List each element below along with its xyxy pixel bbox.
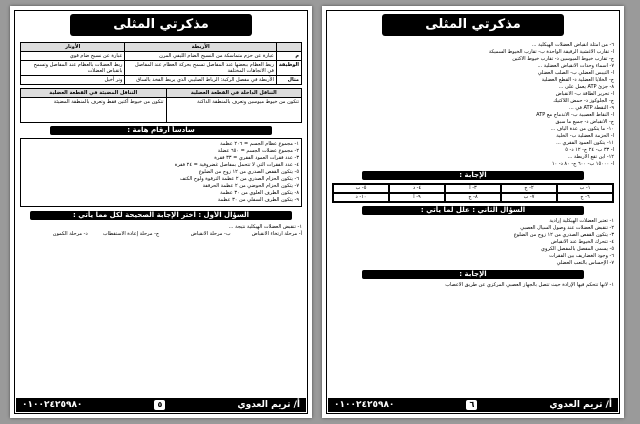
list-item: ج- تقارب خيوط الميوسين د- تقارب خيوط الأكتين: [512, 56, 614, 62]
table-cell: ربط العظام ببعضها عند المفاصل تسمح بحركة العظام عند المفاصل في الاتجاهات المختلفة: [125, 61, 276, 76]
phone-number: ٠١٠٠٢٤٢٥٩٨٠: [334, 400, 395, 410]
list-item: أ- التيبس العضلي ب- الصلب العضلي: [537, 70, 614, 76]
option: أ- مرحلة ارتخاء الانقباض: [251, 231, 302, 237]
phone-number: ٠١٠٠٢٤٢٥٩٨٠: [22, 400, 83, 410]
question-line: ١- تنقبض العضلات الهيكلية نتيجة ...: [228, 224, 302, 230]
list-item: ٤- عدد الفقرات التي لا تتحمل بمفاصل غضروفية = ٢٤ فقرة: [174, 162, 299, 168]
list-item: ٩- يتكون الطرف السفلي من ٣٠ عظمة: [217, 197, 299, 203]
table-header: التناقل المضيئة في القطعة العضلية: [21, 89, 167, 98]
answer-cell: ١- ب: [557, 184, 613, 193]
questions-list: [332, 42, 614, 168]
left-page: [10, 6, 312, 418]
list-item: ١- تعتبر العضلات الهيكلية إرادية: [549, 218, 614, 224]
table-cell: عبارة عن حزم متماسكة من النسيج الضام الليفي المرن: [125, 52, 276, 61]
answer-cell: ٧- ب: [501, 193, 557, 202]
list-item: ٦- يتكون الحزام الصدري من ٢ عظمة الترقوة ولوح الكتف: [179, 176, 299, 182]
bands-table: [20, 88, 302, 123]
answer-cell: ٤- د: [389, 184, 445, 193]
page-banner: مذكرتي المثلى: [70, 14, 252, 36]
list-item: أ- ١٥٠٠٠ ب- ٦٠٠ ج- ٨٠ د- ١٠: [551, 161, 614, 167]
list-item: ٣- عدد فقرات العمود الفقري = ٣٣ فقرة: [214, 155, 299, 161]
table-row: [21, 76, 302, 85]
option: ب- مرحلة الانقباض: [190, 231, 231, 237]
answers-heading: الإجابة :: [362, 171, 584, 180]
table-cell: م: [276, 52, 301, 61]
table-header: الأربطة: [125, 43, 276, 52]
page-footer: [328, 398, 618, 412]
list-item: ٧- أسماء وحدات الانقباض العضلية ...: [537, 63, 614, 69]
list-item: ٦- وجود الغضاريف بين الفقرات: [549, 253, 614, 259]
list-item: ٥- يسمى المفصل بالمفصل الكروي: [541, 246, 614, 252]
list-item: ٩- النقطة ATP في ...: [568, 105, 614, 111]
list-item: ٤- تتحرك الخيوط عند الانقباض: [550, 239, 614, 245]
page-number: ٥: [154, 400, 165, 410]
table-cell: مثال: [276, 76, 301, 85]
list-item: ج- الجلوكوز د- حمض اللاكتيك: [553, 98, 614, 104]
page-banner: مذكرتي المثلى: [382, 14, 564, 36]
list-item: أ- تحرير الطاقة ب- الانقباض: [555, 91, 614, 97]
list-item: ١١- يتكون العمود الفقري ...: [556, 140, 614, 146]
table-row: [21, 98, 302, 123]
answer-cell: ٨- ج: [445, 193, 501, 202]
right-page: [322, 6, 624, 418]
list-item: ٦- من أمثلة انقباض العضلات الهيكلية ...: [531, 42, 614, 48]
list-item: ج- الخلايا العضلية د- القطع العضلية: [541, 77, 614, 83]
answer-text: ١- لأنها تتحكم فيها الإرادة حيث تتصل بالجهاز العصبي المركزي عن طريق الأعصاب: [445, 282, 614, 288]
question-heading: السؤال الثاني : علل لما يأتي :: [362, 206, 584, 215]
table-cell: ربط العضلات بالعظام عند المفاصل وتسمح بانقباض العضلات: [21, 61, 125, 76]
options-row: [20, 231, 302, 238]
page-number: ٦: [466, 400, 477, 410]
table-cell: الوظيفة: [276, 61, 301, 76]
numbers-list: [20, 138, 302, 207]
table-header: الأوتار: [21, 43, 125, 52]
answers-heading: الإجابة :: [362, 270, 584, 279]
list-item: ٥- يتكون القفص الصدري من ١٢ زوج من الضلوع: [198, 169, 299, 175]
page-content: [332, 42, 614, 394]
table-header: التناقل الداخلة في القطعة العضلية: [166, 89, 301, 98]
list-item: ١٠- ما يتكون من عدة ألياف ...: [550, 126, 614, 132]
list-item: ٣- يتكون القفص الصدري من ١٢ زوج من الضلوع: [513, 232, 614, 238]
list-item: ٢- مجموع عضلات الجسم = ٦٥٠ عضلة: [217, 148, 299, 154]
list-item: ٧- الإحساس بالتعب العضلي: [556, 260, 614, 266]
table-cell: وتر أخيل: [21, 76, 125, 85]
answers-grid: [332, 183, 614, 203]
list-item: ٨- جزئ ATP يعمل على ...: [558, 84, 614, 90]
table-cell: الأربطة في مفصل الركبة: الرباط الصليبي الذي يربط الفخذ بالساق: [125, 76, 276, 85]
answer-cell: ٩- أ: [389, 193, 445, 202]
author-name: أ/ تريم العدوي: [549, 400, 612, 410]
reasons-list: [332, 218, 614, 267]
answer-cell: ١٠- د: [333, 193, 389, 202]
list-item: ١٢- أين تقع الأربطة ...: [567, 154, 614, 160]
answer-cell: ٥- ب: [333, 184, 389, 193]
option: ج- مرحلة إعادة الاستقطاب: [102, 231, 160, 237]
table-row: [21, 52, 302, 61]
list-item: ج- الانقباض د- جميع ما سبق: [555, 119, 614, 125]
answer-cell: ٢- ج: [501, 184, 557, 193]
table-row: [21, 61, 302, 76]
list-item: ١- مجموع عظام الجسم = ٢٠٦ عظمة: [220, 141, 299, 147]
list-item: ٧- يتكون الحزام الحوضي من ٢ عظمة الحرقفة: [202, 183, 299, 189]
answer-cell: ٣- أ: [445, 184, 501, 193]
table-cell: تتكون من خيوط أكتين فقط وتعرف بالمنطقة المضيئة: [21, 98, 167, 123]
question-heading: السؤال الأول : اختر الإجابة الصحيحة لكل مما يأتي :: [30, 211, 292, 220]
option: د- مرحلة الكمون: [52, 231, 88, 237]
answer-cell: ٦- ج: [557, 193, 613, 202]
page-content: [20, 42, 302, 394]
table-cell: عبارة عن نسيج ضام قوي: [21, 52, 125, 61]
list-item: أ- ٣٣ ب- ٢٤ ج- ١٢ د- ٥: [565, 147, 614, 153]
list-item: أ- الحزمة العضلية ب- الخلية: [556, 133, 614, 139]
list-item: أ- تقارب الأغشية الرقيقة الواحدة ب- تقارب الخيوط السميكة: [488, 49, 614, 55]
list-item: ٨- يتكون الطرف العلوي من ٣٠ عظمة: [220, 190, 299, 196]
section-heading: سادساً أرقام هامة :: [50, 126, 272, 135]
table-header: [276, 43, 301, 52]
page-footer: [16, 398, 306, 412]
comparison-table: [20, 42, 302, 85]
list-item: أ- النقاط العصبية ب- الاندماج مع ATP: [536, 112, 614, 118]
list-item: ٢- تنقبض العضلات عند وصول السيال العصبي: [520, 225, 614, 231]
author-name: أ/ تريم العدوي: [237, 400, 300, 410]
table-cell: تتكون من خيوط ميوسين وتعرف بالمنطقة الداكنة: [166, 98, 301, 123]
